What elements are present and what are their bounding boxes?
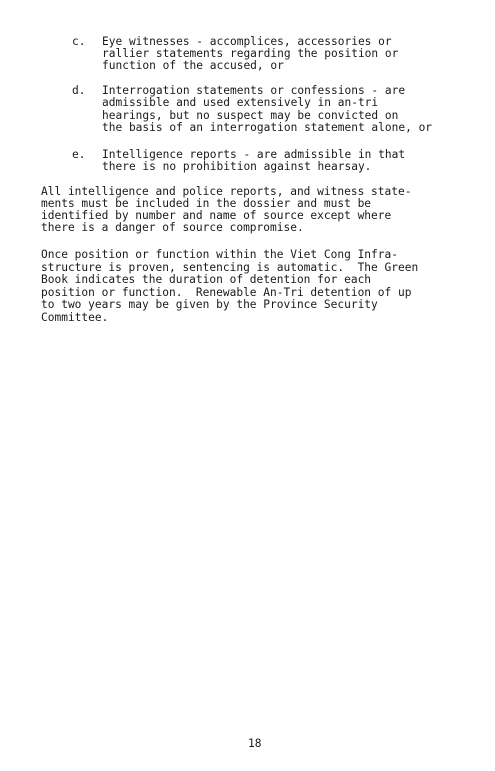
item-line: Intelligence reports - are admissible in that: [102, 148, 406, 161]
paragraph-line: there is a danger of source compromise.: [41, 221, 304, 234]
item-line: hearings, but no suspect may be convicted on: [102, 109, 399, 122]
item-letter: d.: [72, 84, 86, 97]
paragraph-line: Book indicates the duration of detention for each: [41, 273, 372, 286]
paragraph-line: to two years may be given by the Province Security: [41, 298, 378, 311]
item-line: there is no prohibition against hearsay.: [102, 160, 372, 173]
item-line: the basis of an interrogation statement alone, or: [102, 121, 433, 134]
item-letter: e.: [72, 148, 86, 161]
paragraph-line: Once position or function within the Viet Cong Infra-: [41, 248, 398, 261]
item-line: rallier statements regarding the position or: [102, 47, 399, 60]
page-number: 18: [248, 737, 262, 750]
item-letter: c.: [72, 35, 86, 48]
paragraph-line: ments must be included in the dossier and must be: [41, 197, 372, 210]
item-line: Eye witnesses - accomplices, accessories or: [102, 35, 392, 48]
paragraph-line: All intelligence and police reports, and witness state-: [41, 185, 412, 198]
paragraph-line: position or function. Renewable An-Tri detention of up: [41, 286, 412, 299]
item-line: admissible and used extensively in an-tri: [102, 96, 379, 109]
item-line: function of the accused, or: [102, 59, 284, 72]
paragraph-line: structure is proven, sentencing is automatic. The Green: [41, 261, 419, 274]
paragraph-line: Committee.: [41, 311, 109, 324]
item-line: Interrogation statements or confessions - are: [102, 84, 406, 97]
paragraph-line: identified by number and name of source except where: [41, 209, 392, 222]
